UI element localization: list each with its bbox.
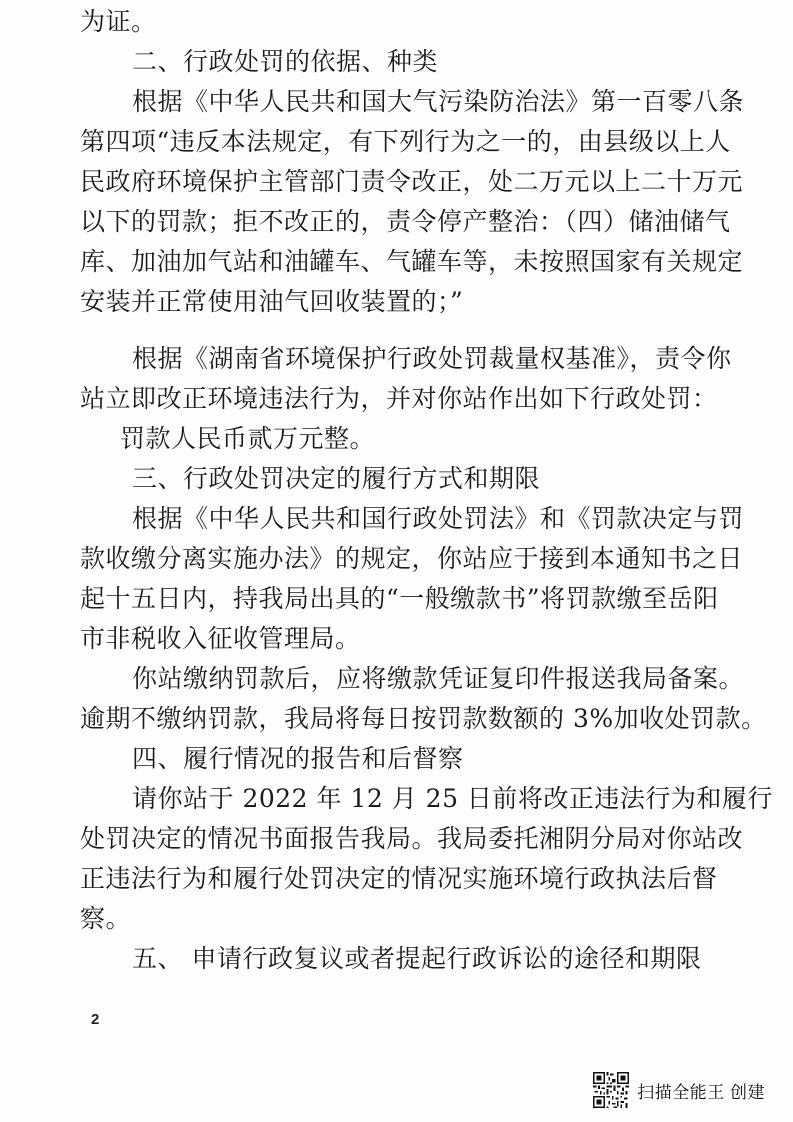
- text-line: 根据《中华人民共和国行政处罚法》和《罚款决定与罚: [132, 504, 745, 533]
- section-heading: 三、行政处罚决定的履行方式和期限: [132, 464, 541, 493]
- text-line: 逾期不缴纳罚款，我局将每日按罚款数额的 3%加收处罚款。: [80, 704, 767, 733]
- text-line: 款收缴分离实施办法》的规定，你站应于接到本通知书之日: [80, 544, 744, 573]
- text-line: 起十五日内，持我局出具的“一般缴款书”将罚款缴至岳阳: [80, 584, 719, 613]
- text-line: 请你站于 2022 年 12 月 25 日前将改正违法行为和履行: [132, 784, 773, 813]
- text-line: 民政府环境保护主管部门责令改正，处二万元以上二十万元: [80, 167, 744, 196]
- text-line: 站立即改正环境违法行为，并对你站作出如下行政处罚：: [80, 384, 718, 413]
- text-line: 根据《湖南省环境保护行政处罚裁量权基准》，责令你: [132, 344, 732, 373]
- scanner-watermark: [593, 1072, 765, 1108]
- text-line: 第四项“违反本法规定，有下列行为之一的，由县级以上人: [80, 127, 731, 156]
- section-heading: 二、行政处罚的依据、种类: [132, 47, 439, 76]
- text-line: 处罚决定的情况书面报告我局。我局委托湘阴分局对你站改: [80, 824, 744, 853]
- text-line: 察。: [80, 904, 132, 933]
- section-heading: 五、 申请行政复议或者提起行政诉讼的途径和期限: [132, 944, 702, 973]
- page-number: 2: [91, 1011, 100, 1028]
- text-line: 市非税收入征收管理局。: [80, 624, 361, 653]
- text-line: 以下的罚款；拒不改正的，责令停产整治：（四）储油储气: [80, 207, 731, 236]
- qr-code-icon: [593, 1072, 629, 1108]
- text-line: 正违法行为和履行处罚决定的情况实施环境行政执法后督: [80, 864, 718, 893]
- text-line: 安装并正常使用油气回收装置的；”: [80, 287, 464, 316]
- text-line: 根据《中华人民共和国大气污染防治法》第一百零八条: [132, 87, 745, 116]
- text-line: 为证。: [80, 7, 157, 36]
- text-line: 库、加油加气站和油罐车、气罐车等，未按照国家有关规定: [80, 247, 744, 276]
- text-line: 罚款人民币贰万元整。: [120, 424, 376, 453]
- text-line: 你站缴纳罚款后，应将缴款凭证复印件报送我局备案。: [132, 664, 745, 693]
- section-heading: 四、履行情况的报告和后督察: [132, 744, 464, 773]
- footer-text: 扫描全能王 创建: [637, 1082, 765, 1102]
